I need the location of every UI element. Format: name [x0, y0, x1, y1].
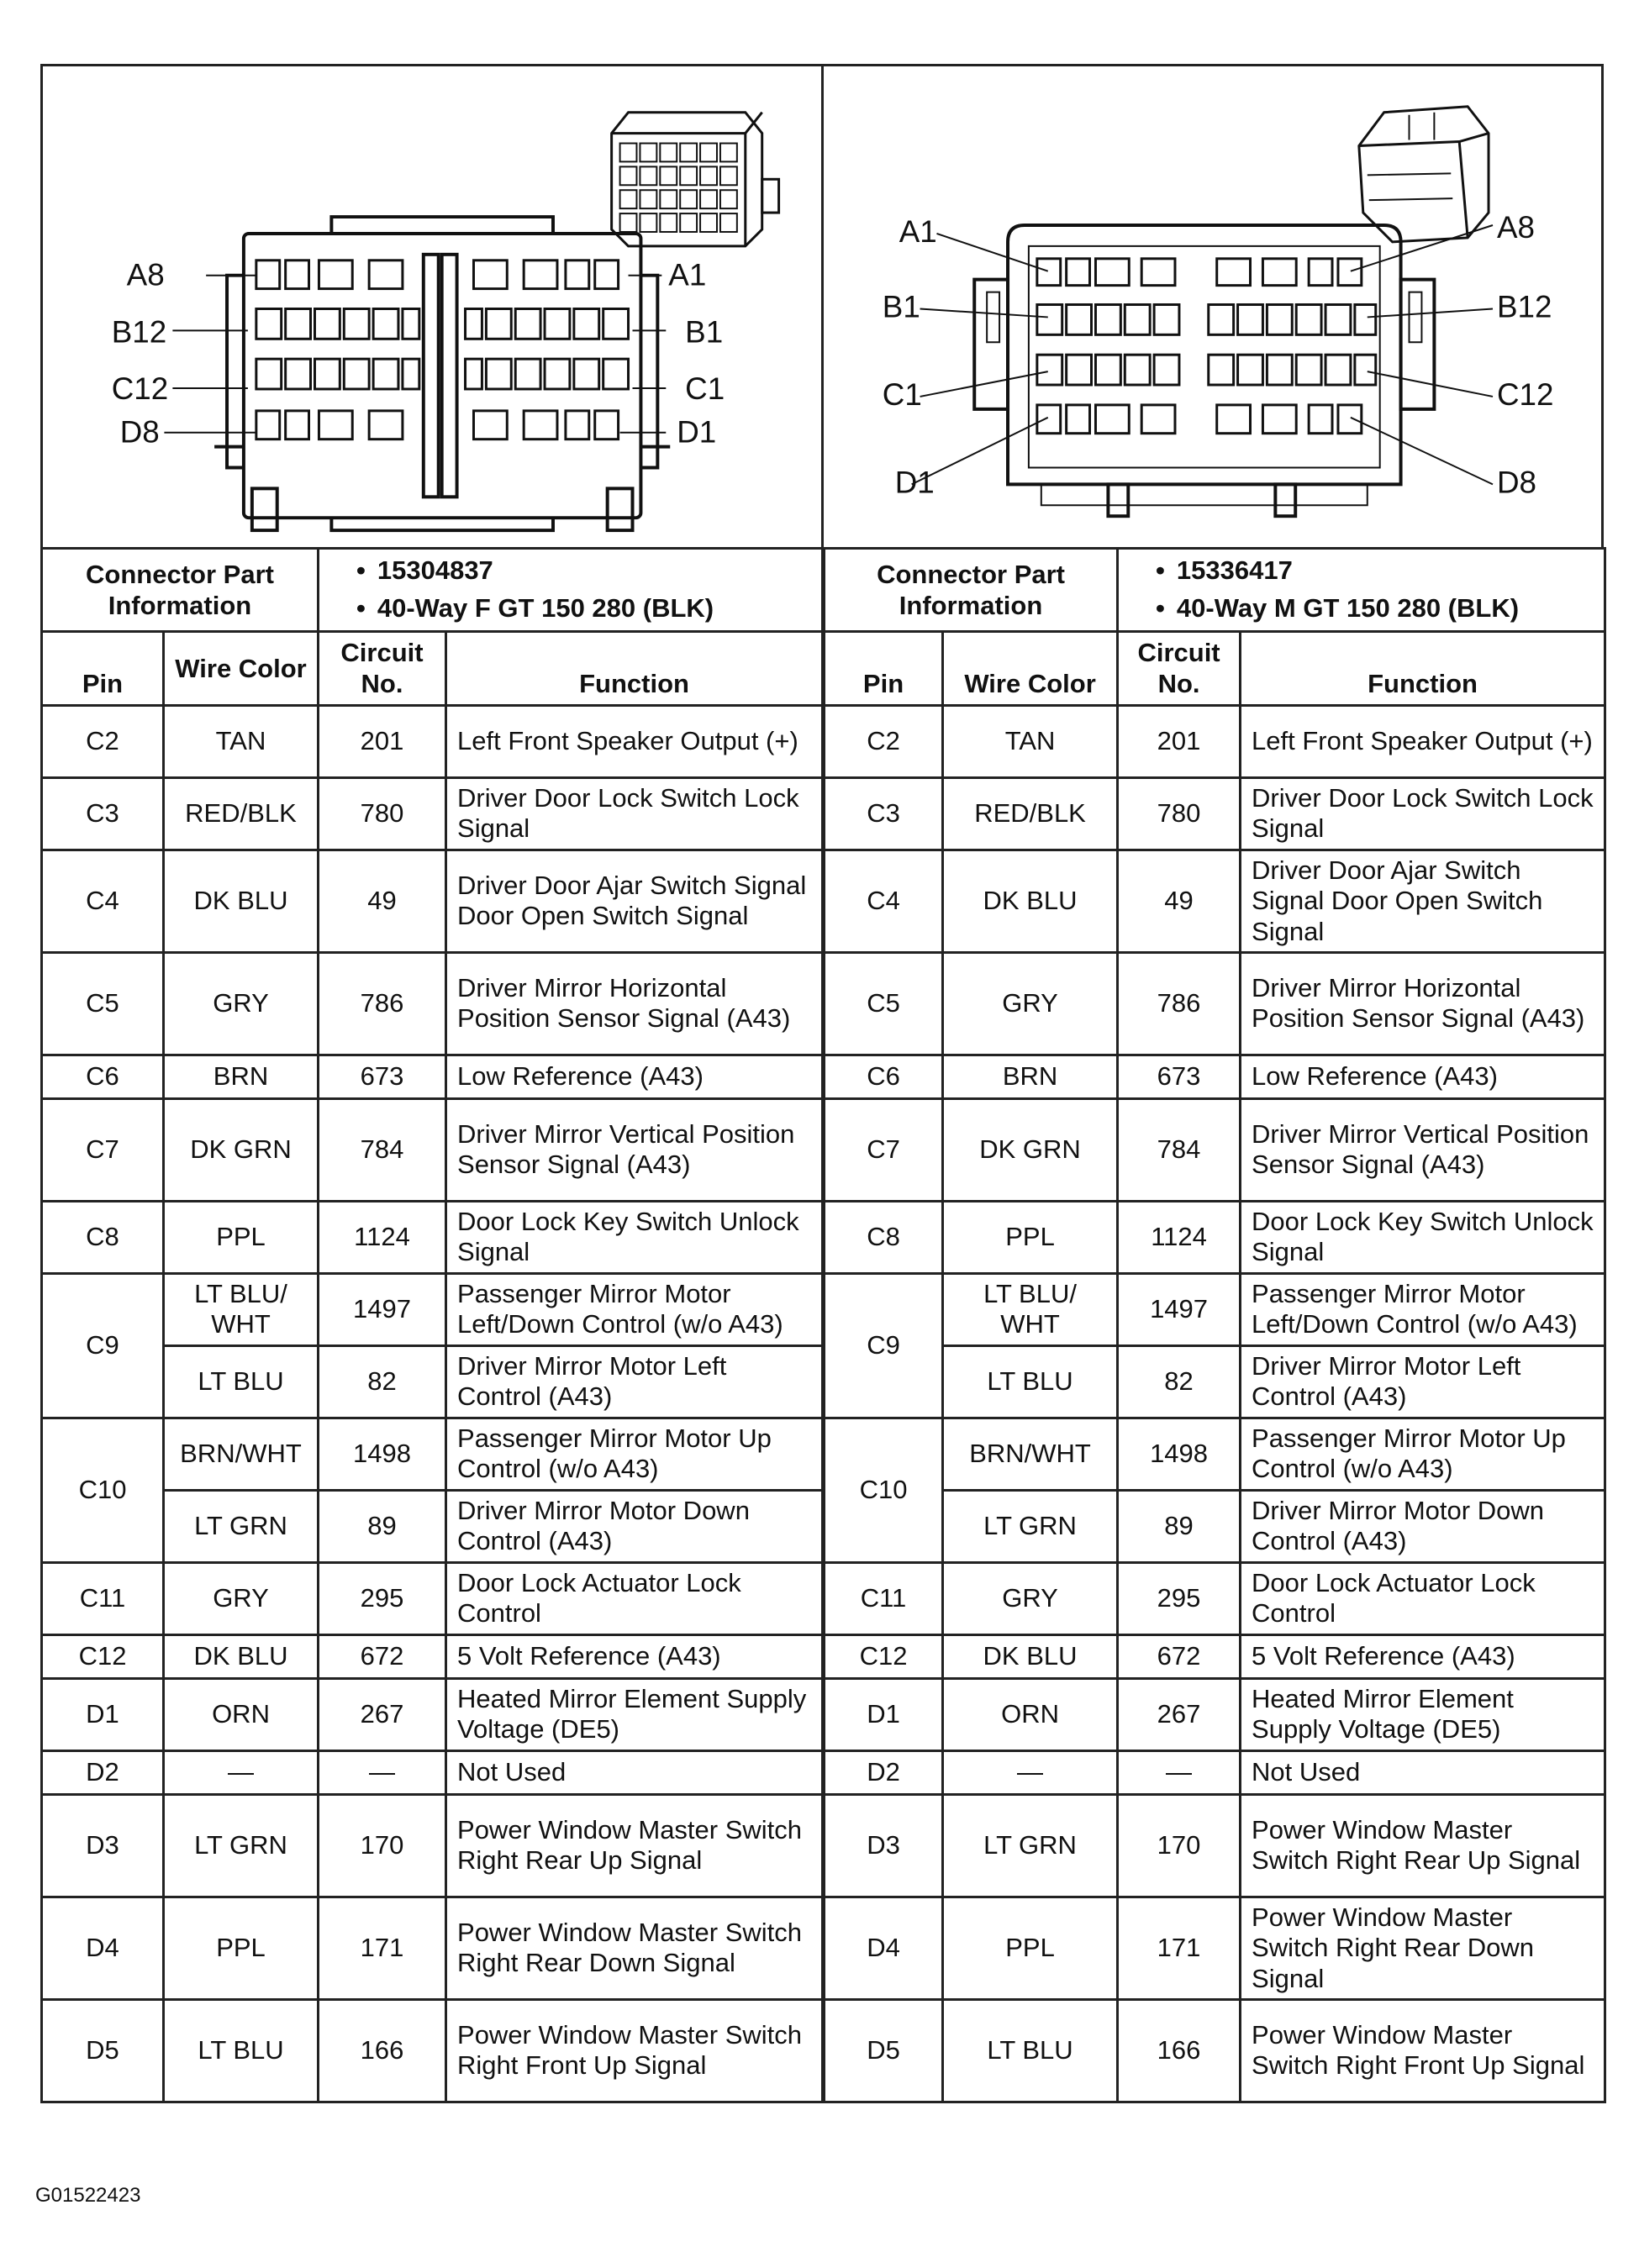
wire-color-cell: RED/BLK	[164, 777, 319, 850]
pin-cell: D3	[824, 1794, 943, 1897]
circuit-cell: 267	[319, 1678, 446, 1750]
function-cell: Driver Mirror Motor Left Control (A43)	[446, 1345, 824, 1418]
circuit-header: Circuit No.	[319, 631, 446, 705]
circuit-cell: 295	[1118, 1562, 1241, 1634]
function-cell: Door Lock Actuator Lock Control	[1241, 1562, 1605, 1634]
wire-color-cell: DK BLU	[943, 1634, 1118, 1678]
function-cell: Power Window Master Switch Right Rear Up Signal	[1241, 1794, 1605, 1897]
pin-label-a1: A1	[668, 257, 707, 292]
wire-color-cell: TAN	[164, 705, 319, 777]
circuit-cell: 295	[319, 1562, 446, 1634]
connector-sheet	[40, 64, 1604, 2103]
left-connector-diagram	[43, 66, 821, 547]
right-connector-diagram	[821, 66, 1602, 547]
connector-info-row	[42, 549, 1605, 632]
function-cell: Passenger Mirror Motor Left/Down Control (w/o A43)	[446, 1273, 824, 1345]
wire-color-cell: LT GRN	[164, 1490, 319, 1562]
table-row	[42, 1345, 1605, 1418]
circuit-cell: 49	[1118, 850, 1241, 952]
circuit-cell: 49	[319, 850, 446, 952]
function-cell: Left Front Speaker Output (+)	[446, 705, 824, 777]
circuit-cell: 1497	[319, 1273, 446, 1345]
function-header: Function	[446, 631, 824, 705]
pin-cell: C10	[824, 1418, 943, 1562]
pin-cell: C3	[824, 777, 943, 850]
circuit-cell: 171	[319, 1897, 446, 1999]
wire-color-cell: LT GRN	[943, 1490, 1118, 1562]
left-part-number: • 15304837	[356, 552, 813, 590]
left-part-info	[319, 549, 824, 632]
pin-label-d1: D1	[677, 414, 717, 450]
circuit-cell: 673	[319, 1055, 446, 1098]
pin-cell: C7	[824, 1098, 943, 1201]
left-connector-face	[164, 217, 670, 530]
pin-cell: D4	[824, 1897, 943, 1999]
left-connector-thumbnail	[612, 113, 779, 246]
pin-cell: C8	[42, 1201, 164, 1273]
circuit-cell: —	[319, 1750, 446, 1794]
pin-cell: D5	[824, 1999, 943, 2102]
circuit-cell: 1124	[1118, 1201, 1241, 1273]
right-part-description: • 40-Way M GT 150 280 (BLK)	[1156, 590, 1595, 628]
pin-label-c1: C1	[685, 371, 725, 406]
wire-color-cell: GRY	[164, 952, 319, 1055]
pin-cell: C9	[42, 1273, 164, 1418]
pin-cell: D5	[42, 1999, 164, 2102]
figure-code: G01522423	[35, 2184, 141, 2207]
pin-label-c12: C12	[1496, 376, 1553, 412]
function-cell: Driver Mirror Motor Down Control (A43)	[446, 1490, 824, 1562]
function-cell: Power Window Master Switch Right Rear Down Signal	[446, 1897, 824, 1999]
table-row	[42, 1897, 1605, 1999]
wire-color-cell: DK BLU	[943, 850, 1118, 952]
pin-cell: D1	[824, 1678, 943, 1750]
circuit-cell: 784	[319, 1098, 446, 1201]
function-cell: Driver Mirror Motor Left Control (A43)	[1241, 1345, 1605, 1418]
table-row	[42, 850, 1605, 952]
wire-color-header: Wire Color	[164, 631, 319, 705]
circuit-cell: 673	[1118, 1055, 1241, 1098]
function-cell: Not Used	[1241, 1750, 1605, 1794]
circuit-cell: 82	[1118, 1345, 1241, 1418]
pin-cell: C2	[824, 705, 943, 777]
right-part-number: • 15336417	[1156, 552, 1595, 590]
function-cell: Driver Mirror Vertical Position Sensor Signal (A43)	[1241, 1098, 1605, 1201]
right-info-label: Connector Part Information	[824, 549, 1118, 632]
pin-cell: D2	[42, 1750, 164, 1794]
function-cell: Driver Mirror Horizontal Position Sensor Signal (A43)	[446, 952, 824, 1055]
wire-color-cell: GRY	[943, 1562, 1118, 1634]
circuit-cell: 201	[319, 705, 446, 777]
table-row	[42, 1098, 1605, 1201]
function-cell: Passenger Mirror Motor Left/Down Control (w/o A43)	[1241, 1273, 1605, 1345]
wire-color-cell: LT BLU	[164, 1345, 319, 1418]
wire-color-cell: LT BLU	[943, 1345, 1118, 1418]
wire-color-cell: BRN/WHT	[943, 1418, 1118, 1490]
function-cell: Driver Door Ajar Switch Signal Door Open Switch Signal	[446, 850, 824, 952]
pin-cell: C8	[824, 1201, 943, 1273]
function-cell: Power Window Master Switch Right Front Up Signal	[1241, 1999, 1605, 2102]
left-info-label: Connector Part Information	[42, 549, 319, 632]
circuit-cell: 166	[1118, 1999, 1241, 2102]
pin-label-b1: B1	[685, 314, 724, 350]
wire-color-cell: LT BLU/ WHT	[164, 1273, 319, 1345]
function-cell: Driver Door Lock Switch Lock Signal	[446, 777, 824, 850]
circuit-cell: 784	[1118, 1098, 1241, 1201]
wire-color-cell: BRN/WHT	[164, 1418, 319, 1490]
pin-label-d1: D1	[894, 465, 935, 500]
function-cell: Heated Mirror Element Supply Voltage (DE5)	[446, 1678, 824, 1750]
right-connector-face	[911, 225, 1492, 516]
pin-label-b1: B1	[882, 289, 920, 324]
right-connector-thumbnail	[1358, 107, 1488, 242]
function-cell: Driver Mirror Vertical Position Sensor Signal (A43)	[446, 1098, 824, 1201]
function-cell: Door Lock Key Switch Unlock Signal	[1241, 1201, 1605, 1273]
wire-color-cell: —	[164, 1750, 319, 1794]
table-row	[42, 1999, 1605, 2102]
connector-diagrams	[40, 64, 1604, 547]
table-row	[42, 952, 1605, 1055]
table-row	[42, 1562, 1605, 1634]
function-cell: Passenger Mirror Motor Up Control (w/o A43)	[446, 1418, 824, 1490]
wire-color-cell: ORN	[164, 1678, 319, 1750]
wire-color-cell: BRN	[943, 1055, 1118, 1098]
wire-color-cell: LT BLU	[164, 1999, 319, 2102]
wire-color-cell: DK BLU	[164, 850, 319, 952]
wire-color-header: Wire Color	[943, 631, 1118, 705]
wire-color-cell: GRY	[943, 952, 1118, 1055]
pin-label-b12: B12	[111, 314, 167, 350]
function-cell: Power Window Master Switch Right Rear Up Signal	[446, 1794, 824, 1897]
table-row	[42, 1418, 1605, 1490]
pin-cell: C5	[42, 952, 164, 1055]
wire-color-cell: DK BLU	[164, 1634, 319, 1678]
table-row	[42, 1273, 1605, 1345]
function-cell: Power Window Master Switch Right Rear Down Signal	[1241, 1897, 1605, 1999]
right-part-info	[1118, 549, 1605, 632]
function-cell: 5 Volt Reference (A43)	[446, 1634, 824, 1678]
pin-cell: C3	[42, 777, 164, 850]
wire-color-cell: LT GRN	[164, 1794, 319, 1897]
pin-label-a8: A8	[1496, 209, 1535, 245]
circuit-cell: 82	[319, 1345, 446, 1418]
pinout-table	[40, 547, 1606, 2103]
left-part-description: • 40-Way F GT 150 280 (BLK)	[356, 590, 813, 628]
pin-cell: C9	[824, 1273, 943, 1418]
function-cell: Driver Mirror Horizontal Position Sensor Signal (A43)	[1241, 952, 1605, 1055]
pin-cell: C4	[824, 850, 943, 952]
wire-color-cell: DK GRN	[943, 1098, 1118, 1201]
function-cell: Passenger Mirror Motor Up Control (w/o A43)	[1241, 1418, 1605, 1490]
pin-cell: C12	[42, 1634, 164, 1678]
pin-header: Pin	[824, 631, 943, 705]
pin-label-c1: C1	[882, 376, 922, 412]
circuit-cell: 1497	[1118, 1273, 1241, 1345]
function-cell: Driver Door Ajar Switch Signal Door Open Switch Signal	[1241, 850, 1605, 952]
table-header-row	[42, 631, 1605, 705]
circuit-cell: 1498	[319, 1418, 446, 1490]
function-cell: Not Used	[446, 1750, 824, 1794]
pin-cell: C10	[42, 1418, 164, 1562]
circuit-cell: 672	[1118, 1634, 1241, 1678]
pin-label-c12: C12	[111, 371, 169, 406]
pin-cell: D4	[42, 1897, 164, 1999]
pin-label-b12: B12	[1496, 289, 1552, 324]
left-connector-drawing	[43, 66, 821, 547]
circuit-cell: 89	[319, 1490, 446, 1562]
wire-color-cell: —	[943, 1750, 1118, 1794]
function-header: Function	[1241, 631, 1605, 705]
table-row	[42, 1794, 1605, 1897]
pin-cell: C11	[824, 1562, 943, 1634]
wire-color-cell: ORN	[943, 1678, 1118, 1750]
table-row	[42, 1201, 1605, 1273]
function-cell: 5 Volt Reference (A43)	[1241, 1634, 1605, 1678]
function-cell: Driver Door Lock Switch Lock Signal	[1241, 777, 1605, 850]
wire-color-cell: LT GRN	[943, 1794, 1118, 1897]
table-row	[42, 705, 1605, 777]
pin-cell: C6	[42, 1055, 164, 1098]
function-cell: Power Window Master Switch Right Front Up Signal	[446, 1999, 824, 2102]
function-cell: Door Lock Actuator Lock Control	[446, 1562, 824, 1634]
circuit-cell: 1498	[1118, 1418, 1241, 1490]
function-cell: Low Reference (A43)	[1241, 1055, 1605, 1098]
circuit-cell: 780	[1118, 777, 1241, 850]
table-row	[42, 777, 1605, 850]
pin-cell: C2	[42, 705, 164, 777]
wire-color-cell: PPL	[164, 1897, 319, 1999]
pin-label-d8: D8	[119, 414, 160, 450]
circuit-cell: 786	[319, 952, 446, 1055]
wire-color-cell: RED/BLK	[943, 777, 1118, 850]
pin-label-a1: A1	[899, 213, 937, 249]
circuit-cell: 89	[1118, 1490, 1241, 1562]
table-row	[42, 1678, 1605, 1750]
wire-color-cell: TAN	[943, 705, 1118, 777]
table-row	[42, 1490, 1605, 1562]
circuit-cell: 267	[1118, 1678, 1241, 1750]
wire-color-cell: DK GRN	[164, 1098, 319, 1201]
circuit-cell: 780	[319, 777, 446, 850]
pin-cell: C4	[42, 850, 164, 952]
function-cell: Driver Mirror Motor Down Control (A43)	[1241, 1490, 1605, 1562]
circuit-cell: 166	[319, 1999, 446, 2102]
circuit-cell: 1124	[319, 1201, 446, 1273]
pin-cell: C5	[824, 952, 943, 1055]
table-row	[42, 1055, 1605, 1098]
wire-color-cell: PPL	[164, 1201, 319, 1273]
circuit-cell: 170	[1118, 1794, 1241, 1897]
pin-cell: C6	[824, 1055, 943, 1098]
circuit-cell: 170	[319, 1794, 446, 1897]
pin-cell: C12	[824, 1634, 943, 1678]
function-cell: Heated Mirror Element Supply Voltage (DE5)	[1241, 1678, 1605, 1750]
circuit-cell: —	[1118, 1750, 1241, 1794]
wire-color-cell: BRN	[164, 1055, 319, 1098]
wire-color-cell: LT BLU/ WHT	[943, 1273, 1118, 1345]
pin-label-a8: A8	[126, 257, 165, 292]
pin-cell: D3	[42, 1794, 164, 1897]
pin-cell: D1	[42, 1678, 164, 1750]
pin-cell: D2	[824, 1750, 943, 1794]
circuit-header: Circuit No.	[1118, 631, 1241, 705]
circuit-cell: 672	[319, 1634, 446, 1678]
wire-color-cell: LT BLU	[943, 1999, 1118, 2102]
pin-cell: C7	[42, 1098, 164, 1201]
wire-color-cell: PPL	[943, 1201, 1118, 1273]
table-row	[42, 1634, 1605, 1678]
circuit-cell: 786	[1118, 952, 1241, 1055]
wire-color-cell: PPL	[943, 1897, 1118, 1999]
pin-cell: C11	[42, 1562, 164, 1634]
circuit-cell: 171	[1118, 1897, 1241, 1999]
pin-label-d8: D8	[1496, 465, 1536, 500]
function-cell: Low Reference (A43)	[446, 1055, 824, 1098]
function-cell: Left Front Speaker Output (+)	[1241, 705, 1605, 777]
circuit-cell: 201	[1118, 705, 1241, 777]
table-row	[42, 1750, 1605, 1794]
pin-header: Pin	[42, 631, 164, 705]
right-connector-drawing	[824, 66, 1602, 547]
wire-color-cell: GRY	[164, 1562, 319, 1634]
function-cell: Door Lock Key Switch Unlock Signal	[446, 1201, 824, 1273]
